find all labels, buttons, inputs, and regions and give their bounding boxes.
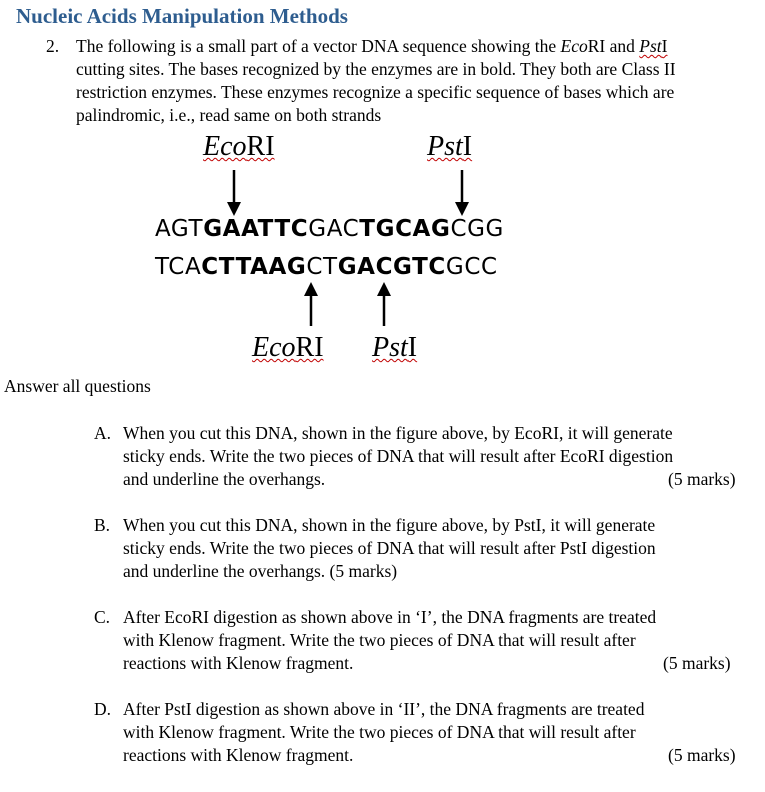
part-b-line-1: When you cut this DNA, shown in the figure above, by PstI, it will generate (123, 515, 656, 535)
dna-strand-top (155, 216, 504, 242)
strand-top-psti-site: TGCAG (359, 216, 451, 242)
answer-instruction: Answer all questions (4, 376, 151, 396)
part-a-letter: A. (94, 423, 112, 443)
part-c-letter: C. (94, 607, 111, 627)
part-c-marks: (5 marks) (663, 653, 731, 673)
psti-cut-arrow-up (374, 280, 394, 330)
dna-strand-bottom (155, 254, 498, 280)
strand-bottom-psti-site: GACGTC (337, 254, 446, 280)
strand-bottom-seg: TCA (155, 254, 202, 280)
part-d-line-3: reactions with Klenow fragment. (123, 745, 354, 765)
figure-label-ecori-bottom: EcoRI (252, 332, 324, 363)
strand-bottom-seg: GCC (445, 254, 498, 280)
part-d-letter: D. (94, 699, 112, 719)
question-number: 2. (46, 36, 60, 56)
figure-label-ecori-top: EcoRI (203, 131, 275, 162)
page-title: Nucleic Acids Manipulation Methods (16, 4, 348, 28)
question-line-3: restriction enzymes. These enzymes recognize a specific sequence of bases which are (76, 82, 675, 102)
part-b-letter: B. (94, 515, 111, 535)
part-d-line-1: After PstI digestion as shown above in ‘II’, the DNA fragments are treated (123, 699, 645, 719)
part-b-line-3: and underline the overhangs. (5 marks) (123, 561, 398, 581)
ecori-cut-arrow-down (224, 170, 244, 220)
psti-cut-arrow-down (452, 170, 472, 220)
question-line-1: The following is a small part of a vector DNA sequence showing the EcoRI and PstI (76, 36, 668, 56)
part-a-line-3: and underline the overhangs. (123, 469, 326, 489)
part-a-marks: (5 marks) (668, 469, 736, 489)
strand-top-seg: GAC (308, 216, 360, 242)
part-a-line-2: sticky ends. Write the two pieces of DNA that will result after EcoRI digestion (123, 446, 674, 466)
strand-bottom-seg: CT (306, 254, 338, 280)
part-c-line-1: After EcoRI digestion as shown above in ‘I’, the DNA fragments are treated (123, 607, 657, 627)
strand-top-seg: CGG (450, 216, 504, 242)
part-d-line-2: with Klenow fragment. Write the two pieces of DNA that will result after (123, 722, 636, 742)
part-c-line-3: reactions with Klenow fragment. (123, 653, 354, 673)
question-line-4: palindromic, i.e., read same on both strands (76, 105, 382, 125)
strand-top-ecori-site: GAATTC (203, 216, 309, 242)
part-b-line-2: sticky ends. Write the two pieces of DNA that will result after PstI digestion (123, 538, 656, 558)
question-line-2: cutting sites. The bases recognized by the enzymes are in bold. They both are Class II (76, 59, 676, 79)
part-a-line-1: When you cut this DNA, shown in the figure above, by EcoRI, it will generate (123, 423, 673, 443)
part-c-line-2: with Klenow fragment. Write the two pieces of DNA that will result after (123, 630, 636, 650)
strand-top-seg: AGT (155, 216, 204, 242)
figure-label-psti-top: PstI (427, 131, 473, 162)
figure-label-psti-bottom: PstI (372, 332, 418, 363)
part-d-marks: (5 marks) (668, 745, 736, 765)
ecori-cut-arrow-up (301, 280, 321, 330)
strand-bottom-ecori-site: CTTAAG (201, 254, 307, 280)
